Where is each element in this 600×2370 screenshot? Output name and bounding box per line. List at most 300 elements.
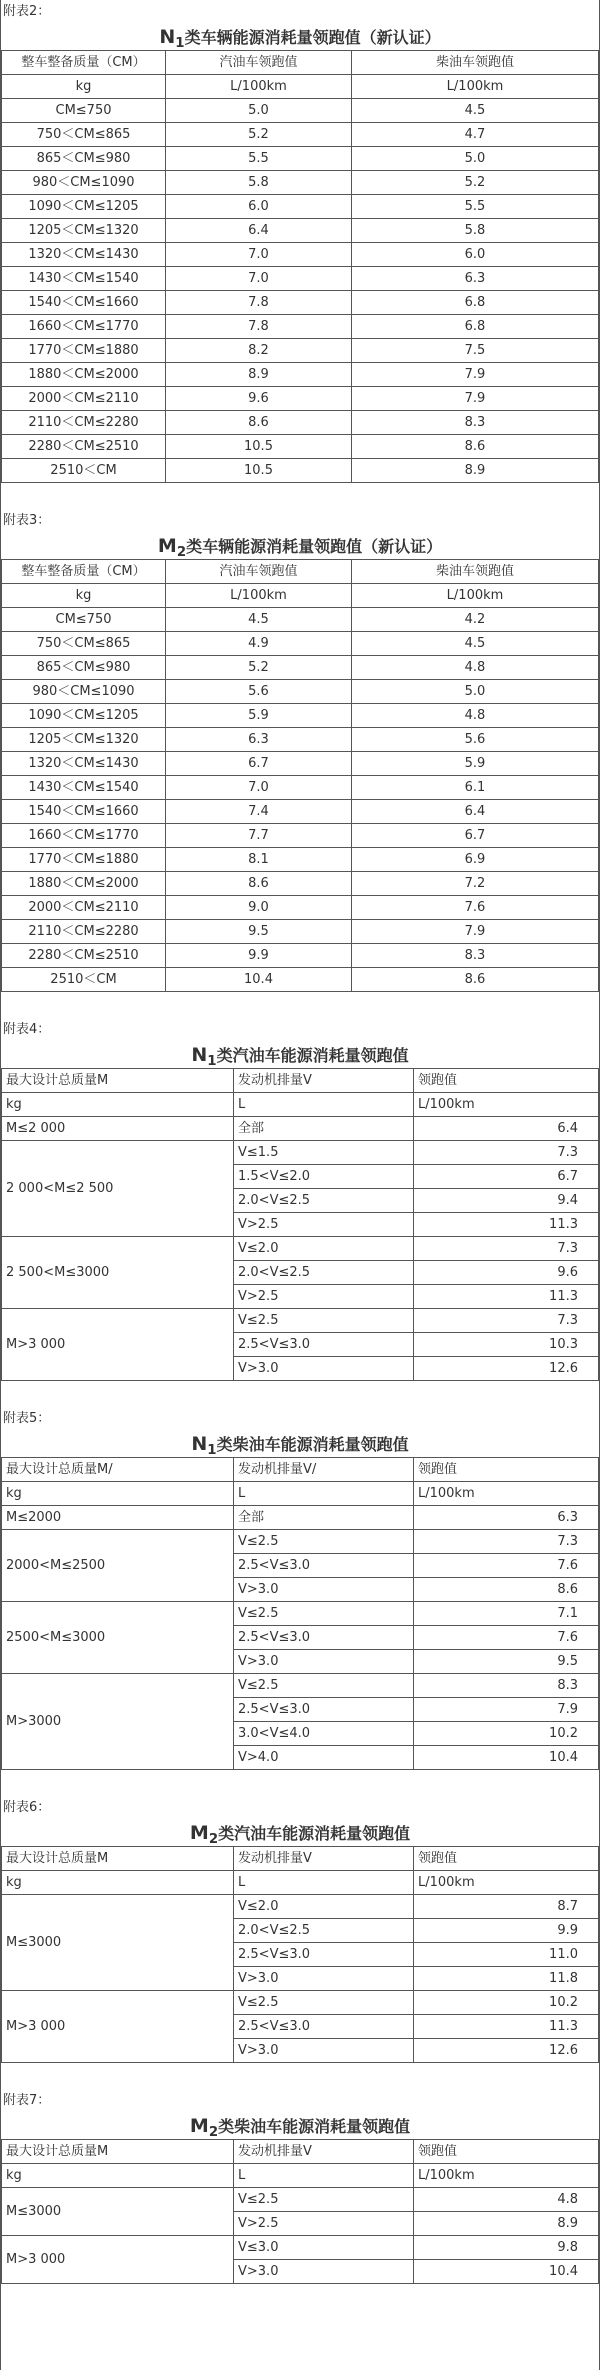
column-header: 整车整备质量（CM） <box>2 51 166 75</box>
table-row <box>2 968 599 992</box>
table-row <box>2 704 599 728</box>
column-header: 发动机排量V/ <box>234 1458 414 1482</box>
table-row <box>2 2236 599 2260</box>
column-header: L <box>234 2164 414 2188</box>
table-cell: 9.9 <box>166 944 352 968</box>
table-cell: 6.7 <box>352 824 599 848</box>
header-row <box>2 2164 599 2188</box>
displacement-cell: 2.5<V≤3.0 <box>234 1943 414 1967</box>
column-header: L/100km <box>414 2164 599 2188</box>
table-row <box>2 896 599 920</box>
header-row <box>2 1093 599 1117</box>
displacement-cell: 2.5<V≤3.0 <box>234 1698 414 1722</box>
value-cell: 11.8 <box>414 1967 599 1991</box>
column-header: 最大设计总质量M <box>2 2140 234 2164</box>
table-row <box>2 1237 599 1261</box>
table-row <box>2 656 599 680</box>
displacement-cell: V≤2.5 <box>234 2188 414 2212</box>
title-sub: 2 <box>176 545 187 561</box>
column-header: 领跑值 <box>414 2140 599 2164</box>
table-cell: 4.7 <box>352 123 599 147</box>
table-cell: 4.8 <box>352 656 599 680</box>
table-cell: 7.9 <box>352 387 599 411</box>
mass-range-cell: 2000<M≤2500 <box>2 1530 234 1602</box>
mass-range-cell: M>3 000 <box>2 1309 234 1381</box>
table-cell: 8.2 <box>166 339 352 363</box>
value-cell: 7.3 <box>414 1141 599 1165</box>
table-row <box>2 632 599 656</box>
displacement-cell: 全部 <box>234 1506 414 1530</box>
table-cell: 5.5 <box>352 195 599 219</box>
displacement-cell: V≤3.0 <box>234 2236 414 2260</box>
table-row <box>2 435 599 459</box>
header-row <box>2 1458 599 1482</box>
table-cell: 6.4 <box>352 800 599 824</box>
title-mark: N <box>191 1044 208 1066</box>
table-row <box>2 920 599 944</box>
table-cell: 7.8 <box>166 315 352 339</box>
column-header: kg <box>2 75 166 99</box>
table-cell: 5.8 <box>352 219 599 243</box>
column-header: L/100km <box>352 584 599 608</box>
table-row <box>2 824 599 848</box>
table-row <box>2 315 599 339</box>
table-row <box>2 459 599 483</box>
table-cell: 1880＜CM≤2000 <box>2 363 166 387</box>
mass-range-cell: M>3000 <box>2 1674 234 1770</box>
table-cell: 980＜CM≤1090 <box>2 680 166 704</box>
table-cell: 2510＜CM <box>2 968 166 992</box>
value-cell: 7.3 <box>414 1237 599 1261</box>
table-cell: 10.5 <box>166 435 352 459</box>
displacement-cell: V≤2.0 <box>234 1895 414 1919</box>
data-table <box>1 1068 599 1381</box>
displacement-cell: 2.5<V≤3.0 <box>234 2015 414 2039</box>
table-note: 附表4： <box>3 1022 51 1037</box>
title-text: 类柴油车能源消耗量领跑值 <box>218 2117 411 2136</box>
displacement-cell: V≤2.5 <box>234 1602 414 1626</box>
table-cell: 2280＜CM≤2510 <box>2 435 166 459</box>
table-gap <box>1 1770 599 1796</box>
value-cell: 4.8 <box>414 2188 599 2212</box>
table-cell: 6.4 <box>166 219 352 243</box>
value-cell: 10.2 <box>414 1722 599 1746</box>
table-cell: 5.6 <box>352 728 599 752</box>
table-row <box>2 123 599 147</box>
table-row <box>2 800 599 824</box>
table-cell: 4.8 <box>352 704 599 728</box>
table-cell: 980＜CM≤1090 <box>2 171 166 195</box>
table-row <box>2 872 599 896</box>
appendix-table-3 <box>1 509 599 992</box>
table-cell: 865＜CM≤980 <box>2 656 166 680</box>
table-cell: 2110＜CM≤2280 <box>2 920 166 944</box>
table-cell: 7.0 <box>166 267 352 291</box>
table-cell: 5.2 <box>352 171 599 195</box>
column-header: L/100km <box>414 1093 599 1117</box>
table-row <box>2 776 599 800</box>
table-row <box>2 1895 599 1919</box>
table-row <box>2 944 599 968</box>
value-cell: 10.4 <box>414 1746 599 1770</box>
table-cell: 7.9 <box>352 920 599 944</box>
column-header: 发动机排量V <box>234 1847 414 1871</box>
value-cell: 7.6 <box>414 1554 599 1578</box>
table-gap <box>1 992 599 1018</box>
data-table <box>1 1457 599 1770</box>
column-header: kg <box>2 1871 234 1895</box>
table-note: 附表6： <box>3 1800 51 1815</box>
table-cell: 5.2 <box>166 123 352 147</box>
table-cell: 1540＜CM≤1660 <box>2 800 166 824</box>
table-row <box>2 1530 599 1554</box>
table-cell: 2280＜CM≤2510 <box>2 944 166 968</box>
table-cell: 1090＜CM≤1205 <box>2 195 166 219</box>
displacement-cell: V≤2.5 <box>234 1530 414 1554</box>
table-cell: 10.4 <box>166 968 352 992</box>
table-row <box>2 339 599 363</box>
column-header: 柴油车领跑值 <box>352 560 599 584</box>
displacement-cell: V≤2.5 <box>234 1674 414 1698</box>
value-cell: 7.6 <box>414 1626 599 1650</box>
data-table <box>1 2139 599 2284</box>
value-cell: 7.9 <box>414 1698 599 1722</box>
mass-range-cell: 2500<M≤3000 <box>2 1602 234 1674</box>
title-mark: M <box>157 535 177 557</box>
table-cell: 8.1 <box>166 848 352 872</box>
table-cell: 4.2 <box>352 608 599 632</box>
data-table <box>1 50 599 483</box>
table-cell: 4.9 <box>166 632 352 656</box>
title-text: 类车辆能源消耗量领跑值（新认证） <box>186 537 443 556</box>
column-header: 领跑值 <box>414 1458 599 1482</box>
table-row <box>2 219 599 243</box>
header-row <box>2 2140 599 2164</box>
table-cell: 5.0 <box>166 99 352 123</box>
value-cell: 11.3 <box>414 2015 599 2039</box>
header-row <box>2 584 599 608</box>
table-row <box>2 171 599 195</box>
displacement-cell: V>2.5 <box>234 1213 414 1237</box>
title-sub: 1 <box>207 1443 217 1459</box>
column-header: kg <box>2 1093 234 1117</box>
displacement-cell: V>3.0 <box>234 1357 414 1381</box>
table-cell: 8.3 <box>352 944 599 968</box>
column-header: 最大设计总质量M/ <box>2 1458 234 1482</box>
table-cell: 9.0 <box>166 896 352 920</box>
value-cell: 10.3 <box>414 1333 599 1357</box>
mass-range-cell: M>3 000 <box>2 2236 234 2284</box>
column-header: kg <box>2 1482 234 1506</box>
column-header: kg <box>2 2164 234 2188</box>
displacement-cell: V>2.5 <box>234 1285 414 1309</box>
value-cell: 11.0 <box>414 1943 599 1967</box>
title-mark: N <box>159 26 176 48</box>
displacement-cell: V>3.0 <box>234 1967 414 1991</box>
column-header: 最大设计总质量M <box>2 1847 234 1871</box>
table-cell: 5.9 <box>166 704 352 728</box>
value-cell: 6.3 <box>414 1506 599 1530</box>
table-row <box>2 1991 599 2015</box>
table-cell: 7.0 <box>166 776 352 800</box>
column-header: L <box>234 1093 414 1117</box>
header-row <box>2 1069 599 1093</box>
table-cell: 5.8 <box>166 171 352 195</box>
table-note: 附表7： <box>3 2093 51 2108</box>
table-cell: 7.9 <box>352 363 599 387</box>
table-cell: 8.6 <box>352 435 599 459</box>
displacement-cell: 2.5<V≤3.0 <box>234 1554 414 1578</box>
value-cell: 11.3 <box>414 1213 599 1237</box>
table-cell: 8.6 <box>166 872 352 896</box>
table-cell: 5.9 <box>352 752 599 776</box>
table-cell: 1320＜CM≤1430 <box>2 243 166 267</box>
table-row <box>2 608 599 632</box>
title-text: 类汽油车能源消耗量领跑值 <box>216 1046 409 1065</box>
table-cell: 6.0 <box>352 243 599 267</box>
displacement-cell: 全部 <box>234 1117 414 1141</box>
table-cell: 7.6 <box>352 896 599 920</box>
table-cell: CM≤750 <box>2 608 166 632</box>
value-cell: 8.9 <box>414 2212 599 2236</box>
displacement-cell: 2.5<V≤3.0 <box>234 1333 414 1357</box>
header-row <box>2 560 599 584</box>
table-row <box>2 291 599 315</box>
value-cell: 7.3 <box>414 1309 599 1333</box>
table-row <box>2 387 599 411</box>
table-note: 附表2： <box>3 4 51 19</box>
column-header: kg <box>2 584 166 608</box>
value-cell: 9.9 <box>414 1919 599 1943</box>
table-cell: 9.6 <box>166 387 352 411</box>
table-cell: 865＜CM≤980 <box>2 147 166 171</box>
table-cell: 5.6 <box>166 680 352 704</box>
table-row <box>2 147 599 171</box>
title-mark: M <box>189 1822 209 1844</box>
title-text: 类车辆能源消耗量领跑值（新认证） <box>184 28 441 47</box>
value-cell: 12.6 <box>414 1357 599 1381</box>
value-cell: 9.8 <box>414 2236 599 2260</box>
table-row <box>2 1141 599 1165</box>
mass-range-cell: 2 000<M≤2 500 <box>2 1141 234 1237</box>
value-cell: 11.3 <box>414 1285 599 1309</box>
table-cell: 7.5 <box>352 339 599 363</box>
column-header: L/100km <box>414 1871 599 1895</box>
header-row <box>2 1871 599 1895</box>
column-header: L <box>234 1482 414 1506</box>
displacement-cell: V>3.0 <box>234 2260 414 2284</box>
appendix-table-7 <box>1 2089 599 2284</box>
table-cell: 1660＜CM≤1770 <box>2 824 166 848</box>
mass-range-cell: M≤3000 <box>2 2188 234 2236</box>
displacement-cell: V≤2.0 <box>234 1237 414 1261</box>
value-cell: 9.5 <box>414 1650 599 1674</box>
displacement-cell: V>3.0 <box>234 2039 414 2063</box>
title-sub: 2 <box>208 2125 219 2141</box>
displacement-cell: 2.0<V≤2.5 <box>234 1189 414 1213</box>
table-cell: 6.0 <box>166 195 352 219</box>
appendix-table-2 <box>1 0 599 483</box>
table-cell: 8.6 <box>352 968 599 992</box>
table-note: 附表5： <box>3 1411 51 1426</box>
table-cell: 5.0 <box>352 680 599 704</box>
table-gap <box>1 2063 599 2089</box>
table-cell: 6.3 <box>166 728 352 752</box>
data-table <box>1 1846 599 2063</box>
table-title <box>1 2113 599 2139</box>
table-cell: 5.5 <box>166 147 352 171</box>
value-cell: 6.7 <box>414 1165 599 1189</box>
displacement-cell: 3.0<V≤4.0 <box>234 1722 414 1746</box>
value-cell: 9.6 <box>414 1261 599 1285</box>
displacement-cell: 2.0<V≤2.5 <box>234 1261 414 1285</box>
column-header: 发动机排量V <box>234 2140 414 2164</box>
table-cell: 6.9 <box>352 848 599 872</box>
header-row <box>2 1847 599 1871</box>
mass-range-cell: M≤2 000 <box>2 1117 234 1141</box>
table-cell: 7.4 <box>166 800 352 824</box>
displacement-cell: 2.5<V≤3.0 <box>234 1626 414 1650</box>
value-cell: 7.3 <box>414 1530 599 1554</box>
table-cell: 8.9 <box>352 459 599 483</box>
table-cell: 1540＜CM≤1660 <box>2 291 166 315</box>
column-header: 领跑值 <box>414 1069 599 1093</box>
table-cell: 1880＜CM≤2000 <box>2 872 166 896</box>
table-cell: 1205＜CM≤1320 <box>2 728 166 752</box>
column-header: L/100km <box>166 584 352 608</box>
table-row <box>2 267 599 291</box>
table-row <box>2 1117 599 1141</box>
displacement-cell: V≤2.5 <box>234 1991 414 2015</box>
appendix-table-6 <box>1 1796 599 2063</box>
value-cell: 8.6 <box>414 1578 599 1602</box>
table-cell: 1090＜CM≤1205 <box>2 704 166 728</box>
title-sub: 2 <box>208 1832 219 1848</box>
table-cell: 2510＜CM <box>2 459 166 483</box>
table-gap <box>1 1381 599 1407</box>
table-row <box>2 1602 599 1626</box>
table-cell: 10.5 <box>166 459 352 483</box>
column-header: 整车整备质量（CM） <box>2 560 166 584</box>
table-row <box>2 2188 599 2212</box>
table-title <box>1 1042 599 1068</box>
table-cell: 6.7 <box>166 752 352 776</box>
table-cell: 1320＜CM≤1430 <box>2 752 166 776</box>
displacement-cell: V>3.0 <box>234 1578 414 1602</box>
title-mark: N <box>191 1433 208 1455</box>
table-cell: 4.5 <box>166 608 352 632</box>
title-mark: M <box>189 2115 209 2137</box>
column-header: L/100km <box>352 75 599 99</box>
column-header: L/100km <box>414 1482 599 1506</box>
table-title <box>1 24 599 50</box>
displacement-cell: 1.5<V≤2.0 <box>234 1165 414 1189</box>
table-cell: 4.5 <box>352 99 599 123</box>
table-cell: 7.7 <box>166 824 352 848</box>
table-row <box>2 752 599 776</box>
displacement-cell: 2.0<V≤2.5 <box>234 1919 414 1943</box>
table-cell: 7.0 <box>166 243 352 267</box>
table-cell: 6.1 <box>352 776 599 800</box>
table-title <box>1 533 599 559</box>
table-cell: CM≤750 <box>2 99 166 123</box>
table-cell: 8.3 <box>352 411 599 435</box>
column-header: 汽油车领跑值 <box>166 51 352 75</box>
table-title <box>1 1820 599 1846</box>
table-cell: 1205＜CM≤1320 <box>2 219 166 243</box>
column-header: 领跑值 <box>414 1847 599 1871</box>
table-note: 附表3： <box>3 513 51 528</box>
value-cell: 9.4 <box>414 1189 599 1213</box>
column-header: L <box>234 1871 414 1895</box>
title-sub: 1 <box>207 1054 217 1070</box>
column-header: 最大设计总质量M <box>2 1069 234 1093</box>
title-text: 类柴油车能源消耗量领跑值 <box>216 1435 409 1454</box>
table-cell: 6.8 <box>352 315 599 339</box>
value-cell: 10.4 <box>414 2260 599 2284</box>
column-header: L/100km <box>166 75 352 99</box>
displacement-cell: V>2.5 <box>234 2212 414 2236</box>
mass-range-cell: M>3 000 <box>2 1991 234 2063</box>
title-sub: 1 <box>175 36 185 52</box>
table-cell: 5.2 <box>166 656 352 680</box>
table-cell: 2110＜CM≤2280 <box>2 411 166 435</box>
data-table <box>1 559 599 992</box>
column-header: 柴油车领跑值 <box>352 51 599 75</box>
mass-range-cell: M≤3000 <box>2 1895 234 1991</box>
value-cell: 8.7 <box>414 1895 599 1919</box>
mass-range-cell: 2 500<M≤3000 <box>2 1237 234 1309</box>
table-cell: 1770＜CM≤1880 <box>2 848 166 872</box>
table-cell: 9.5 <box>166 920 352 944</box>
table-cell: 8.9 <box>166 363 352 387</box>
value-cell: 8.3 <box>414 1674 599 1698</box>
table-cell: 1430＜CM≤1540 <box>2 776 166 800</box>
table-row <box>2 411 599 435</box>
table-row <box>2 848 599 872</box>
value-cell: 10.2 <box>414 1991 599 2015</box>
header-row <box>2 75 599 99</box>
appendix-table-5 <box>1 1407 599 1770</box>
table-row <box>2 1309 599 1333</box>
table-cell: 2000＜CM≤2110 <box>2 896 166 920</box>
column-header: 发动机排量V <box>234 1069 414 1093</box>
table-gap <box>1 483 599 509</box>
displacement-cell: V≤2.5 <box>234 1309 414 1333</box>
table-cell: 7.2 <box>352 872 599 896</box>
table-row <box>2 1674 599 1698</box>
table-row <box>2 195 599 219</box>
column-header: 汽油车领跑值 <box>166 560 352 584</box>
value-cell: 12.6 <box>414 2039 599 2063</box>
table-row <box>2 1506 599 1530</box>
displacement-cell: V>4.0 <box>234 1746 414 1770</box>
header-row <box>2 51 599 75</box>
table-cell: 2000＜CM≤2110 <box>2 387 166 411</box>
table-cell: 8.6 <box>166 411 352 435</box>
table-cell: 1660＜CM≤1770 <box>2 315 166 339</box>
displacement-cell: V>3.0 <box>234 1650 414 1674</box>
displacement-cell: V≤1.5 <box>234 1141 414 1165</box>
table-cell: 750＜CM≤865 <box>2 123 166 147</box>
table-cell: 750＜CM≤865 <box>2 632 166 656</box>
header-row <box>2 1482 599 1506</box>
table-cell: 7.8 <box>166 291 352 315</box>
table-cell: 6.3 <box>352 267 599 291</box>
value-cell: 6.4 <box>414 1117 599 1141</box>
table-row <box>2 728 599 752</box>
table-row <box>2 99 599 123</box>
